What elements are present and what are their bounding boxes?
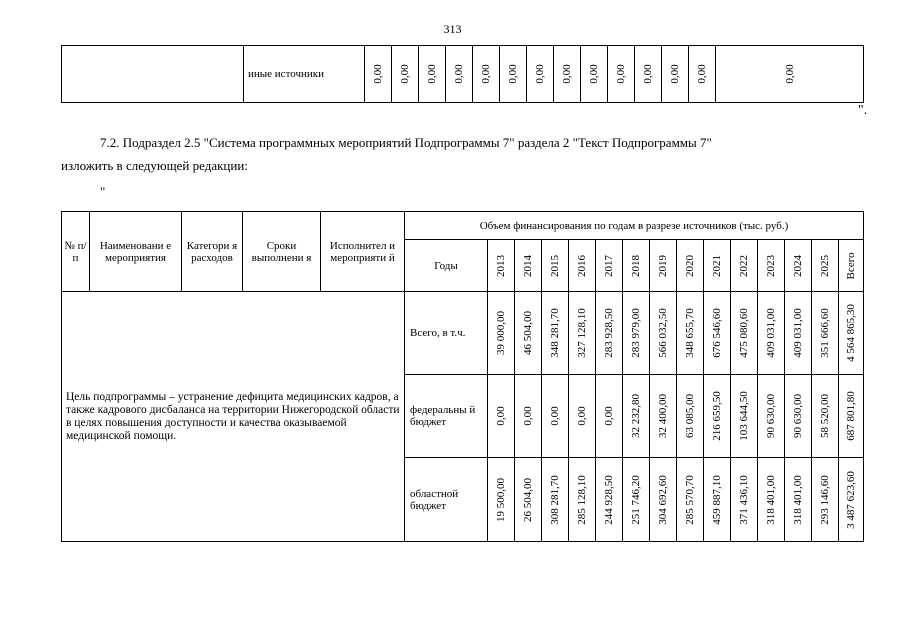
row-label-regional: областной бюджет <box>405 458 488 542</box>
header-num: № п/ п <box>62 212 90 292</box>
value-cell-text: 409 031,00 <box>765 308 777 358</box>
program-activities-table <box>61 211 864 542</box>
row-label-federal: федеральны й бюджет <box>405 375 488 458</box>
top-value-cell-text: 0,00 <box>426 64 438 84</box>
value-cell <box>488 458 515 542</box>
top-value-cell-text: 0,00 <box>669 64 681 84</box>
value-cell-text: 251 746,20 <box>630 474 642 525</box>
top-total-cell-text: 0,00 <box>783 64 796 84</box>
value-cell <box>677 292 704 375</box>
value-cell <box>677 375 704 458</box>
year-header <box>650 240 677 292</box>
year-header <box>785 240 812 292</box>
value-cell <box>488 292 515 375</box>
top-total-cell <box>716 46 864 103</box>
value-cell-text: 676 546,60 <box>711 308 723 358</box>
value-cell-text: 293 146,60 <box>819 474 831 525</box>
top-value-cell-text: 0,00 <box>588 64 600 84</box>
value-cell <box>623 375 650 458</box>
year-header-text: 2023 <box>765 254 777 277</box>
header-funding: Объем финансирования по годам в разрезе источников (тыс. руб.) <box>405 212 864 240</box>
value-cell-text: 90 630,00 <box>765 394 777 438</box>
value-cell-text: 0,00 <box>495 406 507 426</box>
year-header <box>569 240 596 292</box>
year-header <box>596 240 623 292</box>
value-cell-text: 103 644,50 <box>738 391 750 441</box>
year-header-text: 2019 <box>657 254 669 277</box>
table-row <box>62 46 864 103</box>
year-header <box>623 240 650 292</box>
value-cell-text: 318 401,00 <box>765 474 777 525</box>
top-funding-table <box>61 45 864 103</box>
value-cell <box>650 292 677 375</box>
goal-text: Цель подпрограммы – устранение дефицита медицинских кадров, а также кадрового дисбаланса на территории Нижегородской области в целях повышения доступности и качества оказываемой медицинской помощи. <box>62 292 405 542</box>
header-executor: Исполнител и мероприяти й <box>321 212 405 292</box>
closing-quote: ". <box>858 103 868 118</box>
top-value-cell <box>689 46 716 103</box>
year-header-text: 2015 <box>549 254 561 277</box>
value-cell <box>731 375 758 458</box>
value-cell-text: 46 504,00 <box>522 311 534 355</box>
year-header <box>731 240 758 292</box>
value-cell-text: 459 887,10 <box>711 474 723 525</box>
value-cell <box>785 375 812 458</box>
top-value-cell <box>554 46 581 103</box>
value-cell <box>731 458 758 542</box>
top-value-cell-text: 0,00 <box>642 64 654 84</box>
year-header-text: 2017 <box>603 254 615 277</box>
header-row-1 <box>62 212 864 240</box>
top-value-cell-text: 0,00 <box>561 64 573 84</box>
row-total-cell-text: 687 801,80 <box>845 391 857 441</box>
year-header-text: 2014 <box>522 254 534 277</box>
year-header-text: 2024 <box>792 254 804 277</box>
year-header-text: 2013 <box>495 254 507 277</box>
value-cell-text: 475 080,60 <box>738 308 750 358</box>
value-cell-text: 19 500,00 <box>495 477 507 522</box>
value-cell-text: 409 031,00 <box>792 308 804 358</box>
header-name: Наименовани е мероприятия <box>90 212 182 292</box>
value-cell-text: 304 692,60 <box>657 474 669 525</box>
value-cell <box>596 458 623 542</box>
year-header-text: 2022 <box>738 254 750 277</box>
row-label-total: Всего, в т.ч. <box>405 292 488 375</box>
top-value-cell <box>527 46 554 103</box>
value-cell <box>488 375 515 458</box>
value-cell-text: 348 655,70 <box>684 308 696 358</box>
value-cell <box>731 292 758 375</box>
year-header <box>677 240 704 292</box>
value-cell-text: 0,00 <box>522 406 534 426</box>
paragraph-line-1: 7.2. Подраздел 2.5 "Система программных мероприятий Подпрограммы 7" раздела 2 "Текст Подпрограммы 7" <box>100 135 712 150</box>
year-header-total-text: Всего <box>845 252 857 279</box>
top-value-cell <box>608 46 635 103</box>
value-cell <box>704 375 731 458</box>
year-header-text: 2018 <box>630 254 642 277</box>
top-value-cell <box>473 46 500 103</box>
year-header-total <box>839 240 864 292</box>
header-category: Категори я расходов <box>182 212 243 292</box>
top-value-cell <box>446 46 473 103</box>
top-value-cell <box>635 46 662 103</box>
year-header-text: 2025 <box>819 254 831 277</box>
header-deadline: Сроки выполнени я <box>243 212 321 292</box>
year-header-text: 2021 <box>711 254 723 277</box>
top-value-cell-text: 0,00 <box>399 64 411 84</box>
row-total-cell <box>839 458 864 542</box>
value-cell <box>515 458 542 542</box>
value-cell <box>650 375 677 458</box>
value-cell-text: 371 436,10 <box>738 474 750 525</box>
value-cell <box>569 292 596 375</box>
top-value-cell-text: 0,00 <box>507 64 519 84</box>
value-cell <box>569 458 596 542</box>
value-cell-text: 0,00 <box>603 406 615 426</box>
year-header <box>488 240 515 292</box>
top-value-cell <box>662 46 689 103</box>
value-cell <box>623 292 650 375</box>
value-cell-text: 32 400,00 <box>657 394 669 438</box>
value-cell-text: 308 281,70 <box>549 474 561 525</box>
value-cell <box>596 375 623 458</box>
value-cell <box>704 292 731 375</box>
value-cell-text: 63 085,00 <box>684 394 696 438</box>
row-total-cell <box>839 292 864 375</box>
table-row-total <box>62 292 864 375</box>
year-header-text: 2016 <box>576 254 588 277</box>
value-cell-text: 327 128,10 <box>576 308 588 358</box>
value-cell-text: 283 928,50 <box>603 308 615 358</box>
value-cell-text: 348 281,70 <box>549 308 561 358</box>
value-cell-text: 244 928,50 <box>603 474 615 525</box>
value-cell-text: 26 504,00 <box>522 477 534 522</box>
top-value-cell-text: 0,00 <box>615 64 627 84</box>
value-cell-text: 318 401,00 <box>792 474 804 525</box>
top-value-cell-text: 0,00 <box>453 64 465 84</box>
year-header <box>812 240 839 292</box>
value-cell-text: 90 630,00 <box>792 394 804 438</box>
top-value-cell <box>419 46 446 103</box>
value-cell-text: 0,00 <box>549 406 561 426</box>
value-cell-text: 283 979,00 <box>630 308 642 358</box>
top-value-cell <box>581 46 608 103</box>
value-cell-text: 285 570,70 <box>684 474 696 525</box>
row-total-cell <box>839 375 864 458</box>
top-value-cell-text: 0,00 <box>534 64 546 84</box>
value-cell <box>785 292 812 375</box>
year-header <box>515 240 542 292</box>
header-years-label: Годы <box>405 240 488 292</box>
value-cell-text: 32 232,80 <box>630 394 642 438</box>
value-cell <box>542 292 569 375</box>
paragraph-line-2: изложить в следующей редакции: <box>61 158 248 173</box>
year-header <box>542 240 569 292</box>
value-cell <box>812 375 839 458</box>
value-cell <box>812 458 839 542</box>
top-value-cell-text: 0,00 <box>480 64 492 84</box>
value-cell-text: 351 666,60 <box>819 308 831 358</box>
top-value-cell-text: 0,00 <box>372 64 384 84</box>
value-cell-text: 285 128,10 <box>576 474 588 525</box>
value-cell <box>542 458 569 542</box>
value-cell <box>677 458 704 542</box>
year-header-text: 2020 <box>684 254 696 277</box>
value-cell-text: 0,00 <box>576 406 588 426</box>
value-cell-text: 58 520,00 <box>819 394 831 438</box>
page-number: 313 <box>443 22 462 36</box>
value-cell <box>569 375 596 458</box>
value-cell <box>785 458 812 542</box>
value-cell <box>542 375 569 458</box>
top-value-cell <box>500 46 527 103</box>
source-label: иные источники <box>244 46 365 103</box>
top-value-cell <box>392 46 419 103</box>
value-cell <box>758 458 785 542</box>
top-value-cell <box>365 46 392 103</box>
value-cell <box>596 292 623 375</box>
value-cell <box>758 292 785 375</box>
row-total-cell-text: 4 564 865,30 <box>845 304 857 362</box>
open-quote: " <box>100 184 106 199</box>
value-cell <box>623 458 650 542</box>
row-total-cell-text: 3 487 623,60 <box>845 470 857 529</box>
value-cell-text: 39 000,00 <box>495 311 507 355</box>
year-header <box>758 240 785 292</box>
value-cell-text: 566 032,50 <box>657 308 669 358</box>
empty-cell <box>62 46 244 103</box>
value-cell <box>515 292 542 375</box>
value-cell <box>812 292 839 375</box>
value-cell <box>758 375 785 458</box>
top-value-cell-text: 0,00 <box>696 64 708 84</box>
value-cell <box>704 458 731 542</box>
value-cell-text: 216 659,50 <box>711 391 723 441</box>
value-cell <box>650 458 677 542</box>
year-header <box>704 240 731 292</box>
value-cell <box>515 375 542 458</box>
